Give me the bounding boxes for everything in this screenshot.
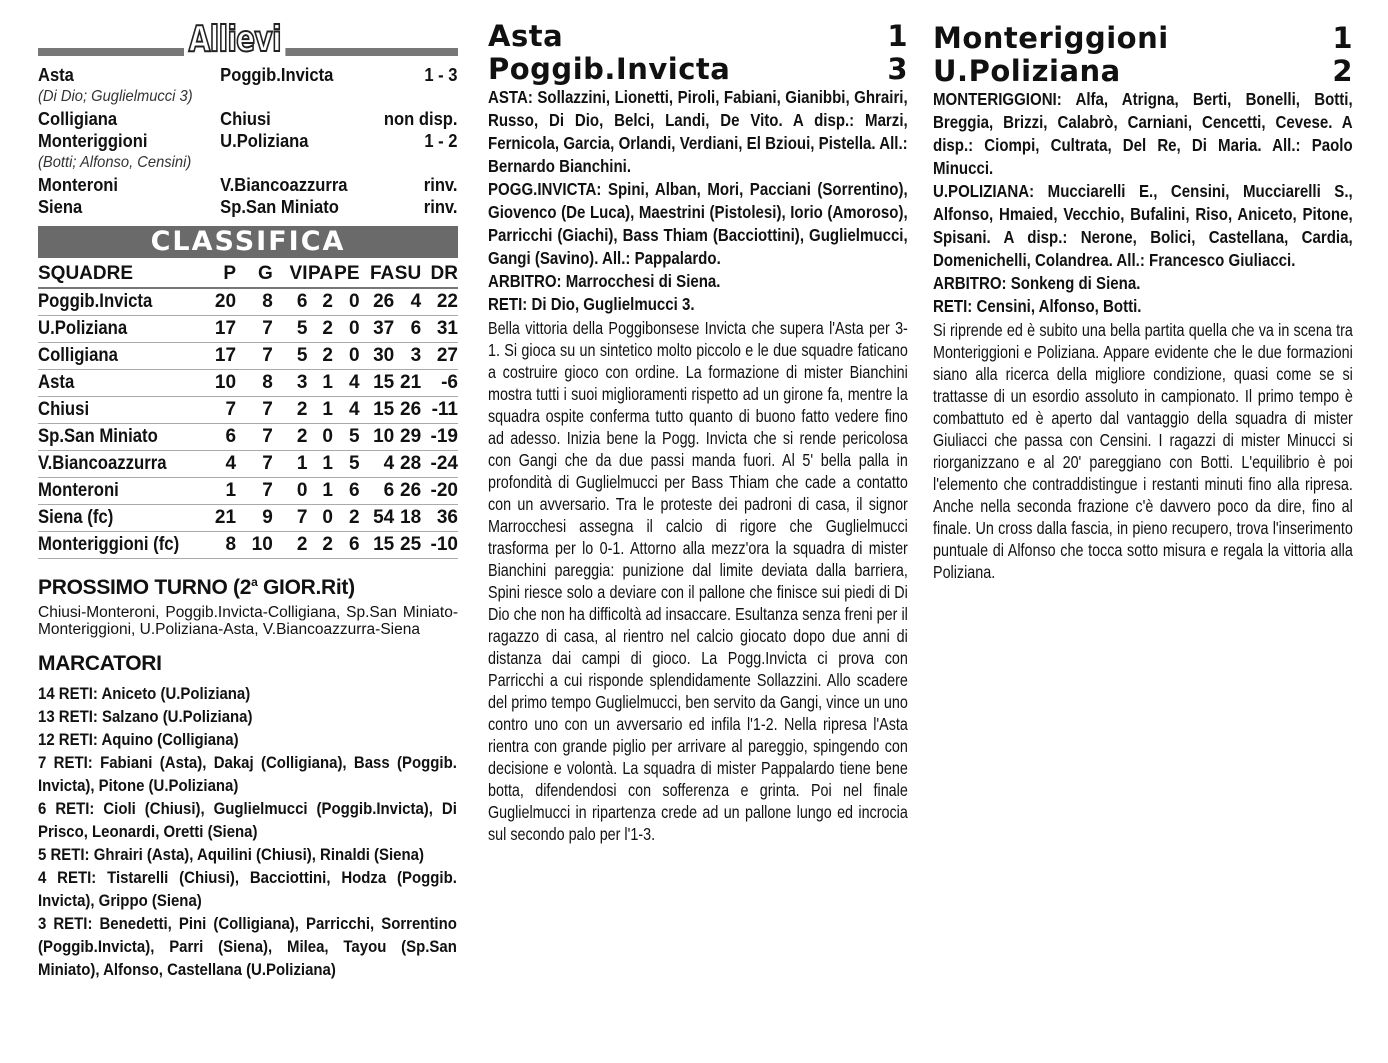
table-cell <box>236 451 273 478</box>
stat-cell: 10 <box>373 426 395 447</box>
table-row <box>38 505 458 532</box>
match-asta-poggibonsi <box>488 20 908 845</box>
stat-cell: 25 <box>400 534 422 555</box>
table-cell <box>38 424 214 451</box>
stat-cell: 4 <box>383 453 395 474</box>
stat-cell: 7 <box>262 426 273 447</box>
table-cell <box>214 288 236 316</box>
stat-cell: 4 <box>410 291 422 312</box>
stat-cell: 36 <box>436 507 458 528</box>
table-cell <box>214 532 236 559</box>
result-score: 1 - 2 <box>424 131 458 151</box>
results-list <box>38 64 458 218</box>
table-cell <box>360 451 395 478</box>
stat-cell: 21 <box>400 372 422 393</box>
table-cell <box>333 532 360 559</box>
table-row <box>38 370 458 397</box>
stat-cell: 5 <box>296 318 308 339</box>
stat-cell: 27 <box>436 345 458 366</box>
scorer-line: 7 RETI: Fabiani (Asta), Dakaj (Colligiana), Bass (Poggib. Invicta), Pitone (U.Poliziana) <box>38 753 457 795</box>
referee: ARBITRO: Sonkeng di Siena. <box>933 273 1141 293</box>
stat-cell: -19 <box>430 426 458 447</box>
standings-header-cell: G <box>236 261 273 288</box>
table-cell <box>421 424 458 451</box>
result-away: U.Poliziana <box>220 131 309 151</box>
table-cell <box>394 370 421 397</box>
lineup-home: ASTA: Sollazzini, Lionetti, Piroli, Fabiani, Gianibbi, Ghrairi, Russo, Di Dio, Belci, Landi, De Vito. A disp.: Marzi, Fernicola, Garcia, Orlandi, Verdiani, El Bzioui, Pistella. All.: Bernardo Bianchini. <box>488 87 908 176</box>
stat-cell: 1 <box>322 480 333 501</box>
table-cell <box>236 397 273 424</box>
stat-cell: 7 <box>262 345 273 366</box>
stat-cell: 6 <box>348 480 360 501</box>
stat-cell: 0 <box>296 480 308 501</box>
stat-cell: 30 <box>373 345 395 366</box>
table-cell <box>38 397 214 424</box>
scorer-line: 5 RETI: Ghrairi (Asta), Aquilini (Chiusi), Rinaldi (Siena) <box>38 845 424 864</box>
table-cell <box>308 424 334 451</box>
match-away-line <box>933 55 1353 88</box>
stat-cell: 31 <box>436 318 458 339</box>
stat-cell: 3 <box>410 345 422 366</box>
prossimo-turno-text: Chiusi-Monteroni, Poggib.Invicta-Colligiana, Sp.San Miniato-Monteriggioni, U.Poliziana-Asta, V.Biancoazzurra-Siena <box>38 604 458 638</box>
table-cell <box>214 397 236 424</box>
home-team: Monteriggioni <box>933 21 1169 55</box>
stat-cell: 54 <box>373 507 395 528</box>
table-cell <box>308 505 334 532</box>
table-cell <box>394 424 421 451</box>
table-cell <box>360 288 395 316</box>
stat-cell: 8 <box>225 534 237 555</box>
standings-header-cell: FA <box>360 261 395 288</box>
stat-cell: 2 <box>322 534 333 555</box>
stat-cell: 1 <box>322 372 333 393</box>
table-cell <box>214 370 236 397</box>
table-row <box>38 424 458 451</box>
table-row <box>38 316 458 343</box>
table-cell <box>236 288 273 316</box>
result-row <box>38 196 458 218</box>
table-cell <box>360 505 395 532</box>
referee: ARBITRO: Marrocchesi di Siena. <box>488 271 721 291</box>
stat-cell: 1 <box>322 399 333 420</box>
stat-cell: 7 <box>225 399 237 420</box>
table-cell <box>273 316 308 343</box>
table-cell <box>421 370 458 397</box>
table-cell <box>38 288 214 316</box>
prossimo-turno-title: PROSSIMO TURNO (2$^a$ GIOR.Rit) <box>38 575 355 599</box>
team-name: Colligiana <box>38 345 118 366</box>
stat-cell: 17 <box>214 345 237 366</box>
stat-cell: 7 <box>296 507 308 528</box>
stat-cell: -24 <box>430 453 458 474</box>
table-cell <box>214 424 236 451</box>
team-name: Monteriggioni (fc) <box>38 534 180 555</box>
standings-header-cell: SQUADRE <box>38 261 214 288</box>
match-report <box>933 319 1353 583</box>
result-row <box>38 108 458 130</box>
table-row <box>38 288 458 316</box>
table-cell <box>273 424 308 451</box>
stat-cell: -11 <box>431 399 458 420</box>
table-cell <box>273 532 308 559</box>
stat-cell: 0 <box>322 426 333 447</box>
stat-cell: 17 <box>214 318 237 339</box>
table-cell <box>421 532 458 559</box>
match-home-line <box>488 20 908 53</box>
table-cell <box>273 397 308 424</box>
team-name: V.Biancoazzurra <box>38 453 167 474</box>
table-row <box>38 532 458 559</box>
table-cell <box>421 316 458 343</box>
stat-cell: -10 <box>430 534 458 555</box>
stat-cell: 15 <box>373 534 395 555</box>
table-cell <box>333 397 360 424</box>
allievi-header <box>38 18 458 64</box>
left-column <box>38 18 458 981</box>
table-cell <box>360 370 395 397</box>
table-cell <box>38 478 214 505</box>
standings-header-cell: P <box>214 261 236 288</box>
lineup-away: POGG.INVICTA: Spini, Alban, Mori, Pacciani (Sorrentino), Giovenco (De Luca), Maestrini (Pistolesi), Iorio (Amoroso), Parricchi (Giachi), Bass Thiam (Bacciottini), Guglielmucci, Gangi (Savino). All.: Pappalardo. <box>488 179 908 268</box>
stat-cell: 18 <box>400 507 422 528</box>
stat-cell: 8 <box>262 372 273 393</box>
stat-cell: 8 <box>262 291 273 312</box>
table-cell <box>214 343 236 370</box>
standings-table <box>38 261 458 559</box>
stat-cell: 5 <box>348 453 360 474</box>
table-cell <box>214 505 236 532</box>
scorer-line: 4 RETI: Tistarelli (Chiusi), Bacciottini, Hodza (Poggib. Invicta), Grippo (Siena) <box>38 868 457 910</box>
match-report-text: Bella vittoria della Poggibonsese Invicta che supera l'Asta per 3-1. Si gioca su un sintetico molto piccolo e le due squadre faticano a costruire gioco con ordine. La formazione di mister Bianchini mostra tutti i suoi miglioramenti rispetto ad un girone fa, mentre la squadra ospite conferma tutto quanto di buono fatto vedere fino ad adesso. Inizia bene la Pogg. Invicta che si rende pericolosa con Gangi che da due passi manda fuori. Al 5' bella palla in profondità di Guglielmucci per Bass Thiam che cade a contatto con un avversario. Tra le proteste dei padroni di casa, il signor Marrocchesi assegna il calcio di rigore che Guglielmucci trasforma per lo 0-1. Attorno alla mezz'ora la squadra di mister Bianchini pareggia: punizione dal limite deviata dalla barriera, Spini riesce solo a deviare con il pallone che finisce sui piedi di Di Dio che non ha difficoltà ad insaccare. Esultanza senza freni per il ragazzo di casa, al rientro nel calcio giocato dopo due anni di distanza dai campi di gioco. La Pogg.Invicta ci prova con Parricchi a cui risponde splendidamente Sollazzini. Allo scadere del primo tempo Guglielmucci, ben servito da Gangi, vince un uno contro uno con un avversario ed infila l'1-2. Nella ripresa l'Asta rientra con grande piglio per arrivare al pareggio, spingendo con decisione e volontà. La squadra di mister Pappalardo tiene bene botta, difendendosi con sofferenza e grinta. Poi nel finale Guglielmucci in ripartenza crede ad un pallone lungo ed incrocia sul secondo palo per l'1-3. <box>488 318 908 844</box>
table-cell <box>308 343 334 370</box>
stat-cell: 7 <box>262 399 273 420</box>
stat-cell: 21 <box>214 507 237 528</box>
table-cell <box>333 424 360 451</box>
match-monteriggioni-poliziana <box>933 22 1353 583</box>
table-cell <box>236 532 273 559</box>
result-row <box>38 174 458 196</box>
result-away: Poggib.Invicta <box>220 65 334 85</box>
table-cell <box>394 451 421 478</box>
stat-cell: 2 <box>348 507 360 528</box>
stat-cell: 15 <box>373 399 395 420</box>
table-cell <box>394 288 421 316</box>
team-name: Chiusi <box>38 399 90 420</box>
table-cell <box>421 505 458 532</box>
stat-cell: 9 <box>262 507 273 528</box>
table-cell <box>214 451 236 478</box>
stat-cell: 0 <box>348 318 360 339</box>
table-row <box>38 397 458 424</box>
allievi-title: Allievi <box>184 18 285 62</box>
stat-cell: 6 <box>348 534 360 555</box>
table-cell <box>360 343 395 370</box>
match-away-line <box>488 53 908 86</box>
table-cell <box>308 316 334 343</box>
stat-cell: 5 <box>296 345 308 366</box>
team-name: Asta <box>38 372 75 393</box>
stat-cell: 4 <box>348 399 360 420</box>
result-home: Asta <box>38 65 74 85</box>
stat-cell: 4 <box>225 453 237 474</box>
stat-cell: 0 <box>322 507 333 528</box>
away-score: 2 <box>1332 54 1353 88</box>
team-name: Siena (fc) <box>38 507 114 528</box>
result-home: Monteroni <box>38 175 119 195</box>
standings-header-cell: DR <box>421 261 458 288</box>
team-name: Monteroni <box>38 480 119 501</box>
table-cell <box>308 478 334 505</box>
table-cell <box>273 370 308 397</box>
stat-cell: 26 <box>373 291 395 312</box>
result-score: non disp. <box>383 109 458 129</box>
table-cell <box>273 478 308 505</box>
classifica-title: CLASSIFICA <box>38 226 458 258</box>
stat-cell: 6 <box>296 291 308 312</box>
table-cell <box>421 397 458 424</box>
table-cell <box>38 505 214 532</box>
stat-cell: 2 <box>322 345 333 366</box>
table-cell <box>360 532 395 559</box>
table-cell <box>333 288 360 316</box>
result-row <box>38 64 458 86</box>
stat-cell: 2 <box>322 318 333 339</box>
marcatori-list <box>38 682 458 981</box>
result-scorers: (Di Dio; Guglielmucci 3) <box>38 88 193 105</box>
stat-cell: 29 <box>400 426 422 447</box>
table-cell <box>333 505 360 532</box>
table-cell <box>38 316 214 343</box>
stat-cell: 7 <box>262 453 273 474</box>
stat-cell: 6 <box>383 480 395 501</box>
scorer-line: 3 RETI: Benedetti, Pini (Colligiana), Parricchi, Sorrentino (Poggib.Invicta), Parri (Siena), Milea, Tayou (Sp.San Miniato), Alfonso, Castellana (U.Poliziana) <box>38 914 457 979</box>
lineups <box>488 86 908 316</box>
marcatori-title: MARCATORI <box>38 652 162 675</box>
table-cell <box>421 288 458 316</box>
lineup-away: U.POLIZIANA: Mucciarelli E., Censini, Mucciarelli S., Alfonso, Hmaied, Vecchio, Bufalini, Riso, Aniceto, Pitone, Spisani. A disp.: Nerone, Bolici, Castellana, Cardia, Domenichelli, Colandrea. All.: Francesco Giuliacci. <box>933 181 1353 270</box>
stat-cell: 7 <box>262 318 273 339</box>
result-away: V.Biancoazzurra <box>220 175 348 195</box>
stat-cell: 6 <box>225 426 237 447</box>
stat-cell: 5 <box>348 426 360 447</box>
stat-cell: 2 <box>296 426 308 447</box>
table-cell <box>333 370 360 397</box>
table-cell <box>214 478 236 505</box>
stat-cell: 3 <box>296 372 308 393</box>
goals: RETI: Censini, Alfonso, Botti. <box>933 296 1142 316</box>
match-report <box>488 317 908 845</box>
table-cell <box>360 424 395 451</box>
table-cell <box>360 316 395 343</box>
table-cell <box>333 451 360 478</box>
stat-cell: 10 <box>251 534 273 555</box>
table-cell <box>421 478 458 505</box>
table-cell <box>236 478 273 505</box>
table-cell <box>333 343 360 370</box>
table-row <box>38 343 458 370</box>
stat-cell: 15 <box>373 372 395 393</box>
table-cell <box>308 397 334 424</box>
table-cell <box>394 532 421 559</box>
table-cell <box>394 343 421 370</box>
away-team: Poggib.Invicta <box>488 52 731 86</box>
stat-cell: 1 <box>322 453 333 474</box>
standings-header-cell: VI <box>273 261 308 288</box>
table-row <box>38 478 458 505</box>
table-cell <box>273 505 308 532</box>
stat-cell: 22 <box>436 291 458 312</box>
stat-cell: 10 <box>214 372 237 393</box>
table-cell <box>273 451 308 478</box>
scorer-line: 6 RETI: Cioli (Chiusi), Guglielmucci (Poggib.Invicta), Di Prisco, Leonardi, Oretti (Siena) <box>38 799 457 841</box>
table-row <box>38 451 458 478</box>
table-cell <box>308 451 334 478</box>
stat-cell: -20 <box>430 480 458 501</box>
goals: RETI: Di Dio, Guglielmucci 3. <box>488 294 695 314</box>
team-name: U.Poliziana <box>38 318 128 339</box>
result-home: Monteriggioni <box>38 131 148 151</box>
result-home: Siena <box>38 197 83 217</box>
table-cell <box>236 424 273 451</box>
home-score: 1 <box>887 19 908 53</box>
table-cell <box>421 451 458 478</box>
table-cell <box>394 397 421 424</box>
table-cell <box>236 370 273 397</box>
result-score: rinv. <box>423 175 458 195</box>
table-cell <box>333 316 360 343</box>
table-cell <box>38 532 214 559</box>
stat-cell: 1 <box>296 453 308 474</box>
table-cell <box>308 532 334 559</box>
stat-cell: 2 <box>322 291 333 312</box>
stat-cell: 28 <box>400 453 422 474</box>
result-row <box>38 130 458 152</box>
table-cell <box>394 316 421 343</box>
table-cell <box>38 451 214 478</box>
table-cell <box>38 370 214 397</box>
table-cell <box>333 478 360 505</box>
stat-cell: 0 <box>348 345 360 366</box>
team-name: Sp.San Miniato <box>38 426 158 447</box>
table-cell <box>273 343 308 370</box>
stat-cell: 26 <box>400 399 422 420</box>
stat-cell: 0 <box>348 291 360 312</box>
lineup-home: MONTERIGGIONI: Alfa, Atrigna, Berti, Bonelli, Botti, Breggia, Brizzi, Calabrò, Carniani, Cencetti, Cevese. A disp.: Ciompi, Cultrata, Del Re, Di Maria. All.: Paolo Minucci. <box>933 89 1353 178</box>
scorer-line: 12 RETI: Aquino (Colligiana) <box>38 730 239 749</box>
table-cell <box>360 397 395 424</box>
stat-cell: 7 <box>262 480 273 501</box>
scorer-line: 13 RETI: Salzano (U.Poliziana) <box>38 707 253 726</box>
stat-cell: 1 <box>225 480 237 501</box>
result-away: Sp.San Miniato <box>220 197 339 217</box>
scorer-line: 14 RETI: Aniceto (U.Poliziana) <box>38 684 251 703</box>
standings-header-cell: PE <box>333 261 360 288</box>
table-cell <box>236 505 273 532</box>
team-name: Poggib.Invicta <box>38 291 153 312</box>
table-cell <box>236 343 273 370</box>
standings-header-row <box>38 261 458 288</box>
match-home-line <box>933 22 1353 55</box>
table-cell <box>273 288 308 316</box>
table-cell <box>421 343 458 370</box>
table-cell <box>236 316 273 343</box>
table-cell <box>38 343 214 370</box>
stat-cell: 4 <box>348 372 360 393</box>
table-cell <box>394 478 421 505</box>
table-cell <box>394 505 421 532</box>
table-cell <box>360 478 395 505</box>
stat-cell: 2 <box>296 399 308 420</box>
away-score: 3 <box>887 52 908 86</box>
stat-cell: 20 <box>214 291 237 312</box>
match-report-text: Si riprende ed è subito una bella partita quella che va in scena tra Monteriggioni e Poliziana. Appare evidente che le due formazioni siano alla ricerca della migliore condizione, quasi come se si trattasse di un esordio assoluto in campionato. Il primo tempo è combattuto ed è aperto dal vantaggio della squadra di mister Giuliacci che passa con Censini. I ragazzi di mister Minucci si riorganizzano e al 20' pareggiano con Botti. L'equilibrio è poi l'elemento che contraddistingue i restanti minuti fino alla ripresa. Anche nella seconda frazione c'è davvero poco da dire, fino al finale. Un cross dalla fascia, in pieno recupero, trova l'inserimento puntuale di Alfonso che tocca sotto misura e regala la vittoria alla Poliziana. <box>933 320 1353 582</box>
stat-cell: 26 <box>400 480 422 501</box>
table-cell <box>308 370 334 397</box>
result-scorers: (Botti; Alfonso, Censini) <box>38 154 192 171</box>
table-cell <box>214 316 236 343</box>
stat-cell: 6 <box>410 318 422 339</box>
stat-cell: 37 <box>373 318 395 339</box>
stat-cell: -6 <box>441 372 458 393</box>
stat-cell: 2 <box>296 534 308 555</box>
table-cell <box>308 288 334 316</box>
standings-body <box>38 288 458 559</box>
home-team: Asta <box>488 19 564 53</box>
result-score: 1 - 3 <box>424 65 458 85</box>
result-home: Colligiana <box>38 109 118 129</box>
away-team: U.Poliziana <box>933 54 1121 88</box>
standings-header-cell: PA <box>308 261 334 288</box>
home-score: 1 <box>1332 21 1353 55</box>
lineups <box>933 88 1353 318</box>
result-score: rinv. <box>423 197 458 217</box>
result-away: Chiusi <box>220 109 271 129</box>
standings-header-cell: SU <box>394 261 421 288</box>
